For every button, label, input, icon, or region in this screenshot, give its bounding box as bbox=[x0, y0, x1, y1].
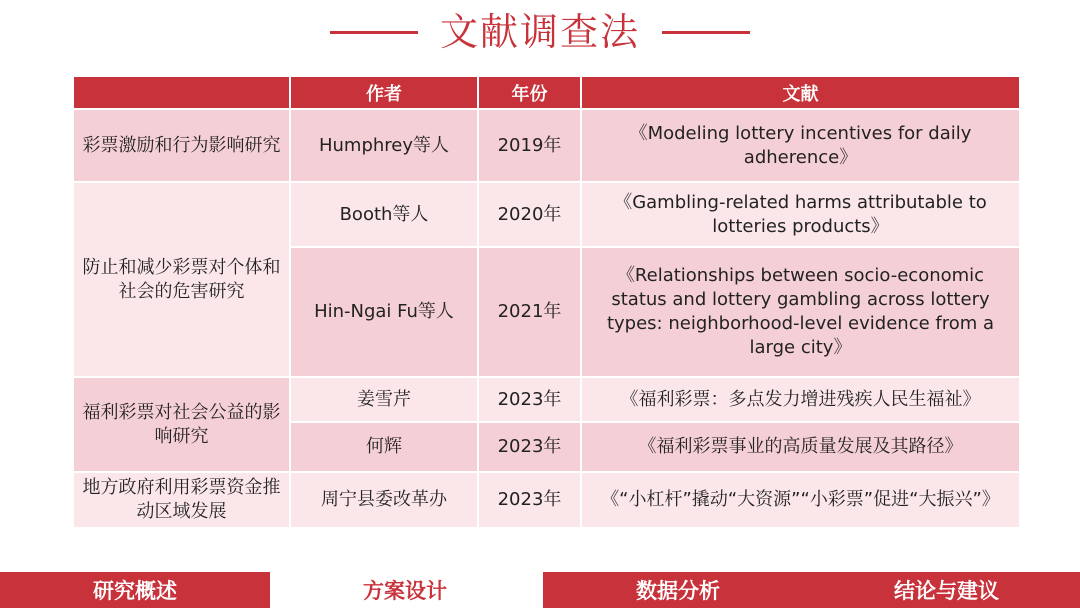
row-author: 周宁县委改革办 bbox=[290, 472, 478, 528]
row-literature: 《福利彩票事业的高质量发展及其路径》 bbox=[581, 422, 1020, 472]
row-author: 姜雪芹 bbox=[290, 377, 478, 422]
title-line-right bbox=[662, 31, 750, 34]
row-literature: 《“小杠杆”撬动“大资源”“小彩票”促进“大振兴”》 bbox=[581, 472, 1020, 528]
table-row bbox=[73, 109, 1020, 182]
header-topic bbox=[73, 77, 290, 109]
row-topic: 地方政府利用彩票资金推动区域发展 bbox=[73, 472, 290, 528]
row-year: 2023年 bbox=[478, 377, 581, 422]
row-author: Hin-Ngai Fu等人 bbox=[290, 247, 478, 377]
row-author: Booth等人 bbox=[290, 182, 478, 247]
row-topic: 彩票激励和行为影响研究 bbox=[73, 109, 290, 182]
title-line-left bbox=[330, 31, 418, 34]
row-literature: 《Relationships between socio-economic status and lottery gambling across lottery types: neighborhood-level evidence from a large city》 bbox=[581, 247, 1020, 377]
row-author: Humphrey等人 bbox=[290, 109, 478, 182]
table-header-row bbox=[73, 77, 1020, 109]
header-author: 作者 bbox=[290, 77, 478, 109]
row-literature: 《Modeling lottery incentives for daily adherence》 bbox=[581, 109, 1020, 182]
row-topic: 福利彩票对社会公益的影响研究 bbox=[73, 377, 290, 472]
row-literature: 《福利彩票：多点发力增进残疾人民生福祉》 bbox=[581, 377, 1020, 422]
table-row bbox=[73, 472, 1020, 528]
row-year: 2019年 bbox=[478, 109, 581, 182]
header-year: 年份 bbox=[478, 77, 581, 109]
nav-tab-plan-design[interactable]: 方案设计 bbox=[270, 572, 540, 608]
table-row bbox=[73, 377, 1020, 422]
header-literature: 文献 bbox=[581, 77, 1020, 109]
row-year: 2020年 bbox=[478, 182, 581, 247]
row-topic: 防止和减少彩票对个体和社会的危害研究 bbox=[73, 182, 290, 377]
table-row bbox=[73, 182, 1020, 247]
row-year: 2023年 bbox=[478, 422, 581, 472]
page-title: 文献调查法 bbox=[439, 10, 640, 54]
nav-tab-research-overview[interactable]: 研究概述 bbox=[0, 572, 270, 608]
literature-table bbox=[72, 77, 1021, 529]
row-year: 2023年 bbox=[478, 472, 581, 528]
nav-tab-conclusion[interactable]: 结论与建议 bbox=[813, 572, 1080, 608]
title-bar bbox=[0, 6, 1080, 58]
row-author: 何辉 bbox=[290, 422, 478, 472]
row-literature: 《Gambling-related harms attributable to lotteries products》 bbox=[581, 182, 1020, 247]
row-year: 2021年 bbox=[478, 247, 581, 377]
bottom-navigation bbox=[0, 572, 1080, 608]
nav-tab-data-analysis[interactable]: 数据分析 bbox=[543, 572, 813, 608]
